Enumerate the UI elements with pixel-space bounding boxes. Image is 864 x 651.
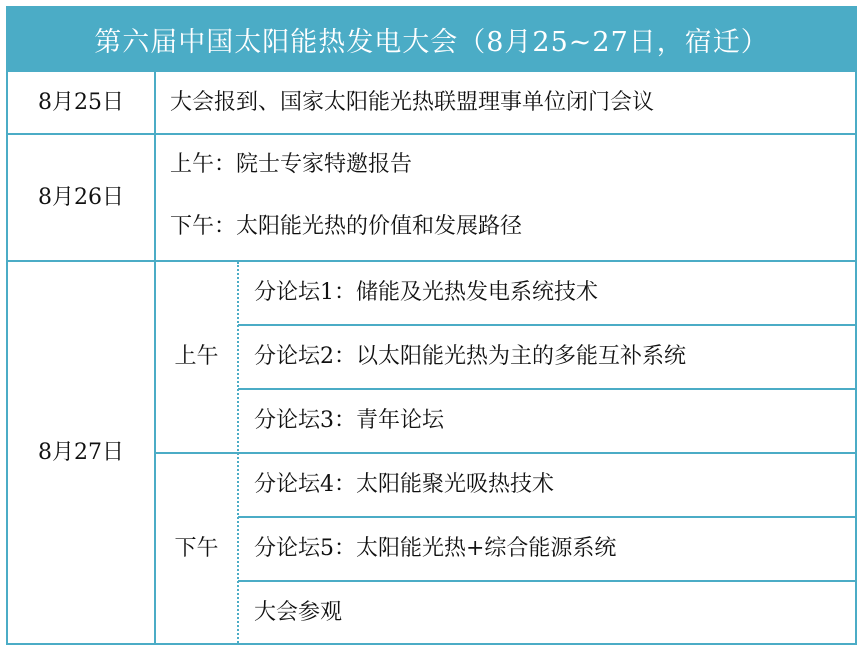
day1-item: 大会报到、国家太阳能光热联盟理事单位闭门会议 — [170, 89, 655, 115]
schedule-table — [6, 6, 857, 645]
morning-label: 上午 — [174, 344, 219, 369]
day2-afternoon: 下午：太阳能光热的价值和发展路径 — [170, 214, 523, 239]
session-item: 分论坛2：以太阳能光热为主的多能互补系统 — [254, 344, 686, 369]
table-title: 第六届中国太阳能热发电大会（8月25~27日，宿迁） — [8, 8, 855, 70]
date-aug-27: 8月27日 — [38, 439, 124, 465]
session-item: 分论坛3：青年论坛 — [254, 408, 444, 433]
column-divider-dotted — [237, 262, 239, 643]
session-item: 分论坛4：太阳能聚光吸热技术 — [254, 472, 554, 497]
date-aug-25: 8月25日 — [38, 89, 124, 115]
date-aug-26: 8月26日 — [38, 184, 124, 210]
day2-morning: 上午：院士专家特邀报告 — [170, 152, 413, 177]
session-item: 分论坛5：太阳能光热+综合能源系统 — [254, 536, 617, 561]
afternoon-label: 下午 — [174, 535, 219, 561]
session-item: 分论坛1：储能及光热发电系统技术 — [254, 280, 598, 305]
session-item: 大会参观 — [254, 599, 343, 625]
